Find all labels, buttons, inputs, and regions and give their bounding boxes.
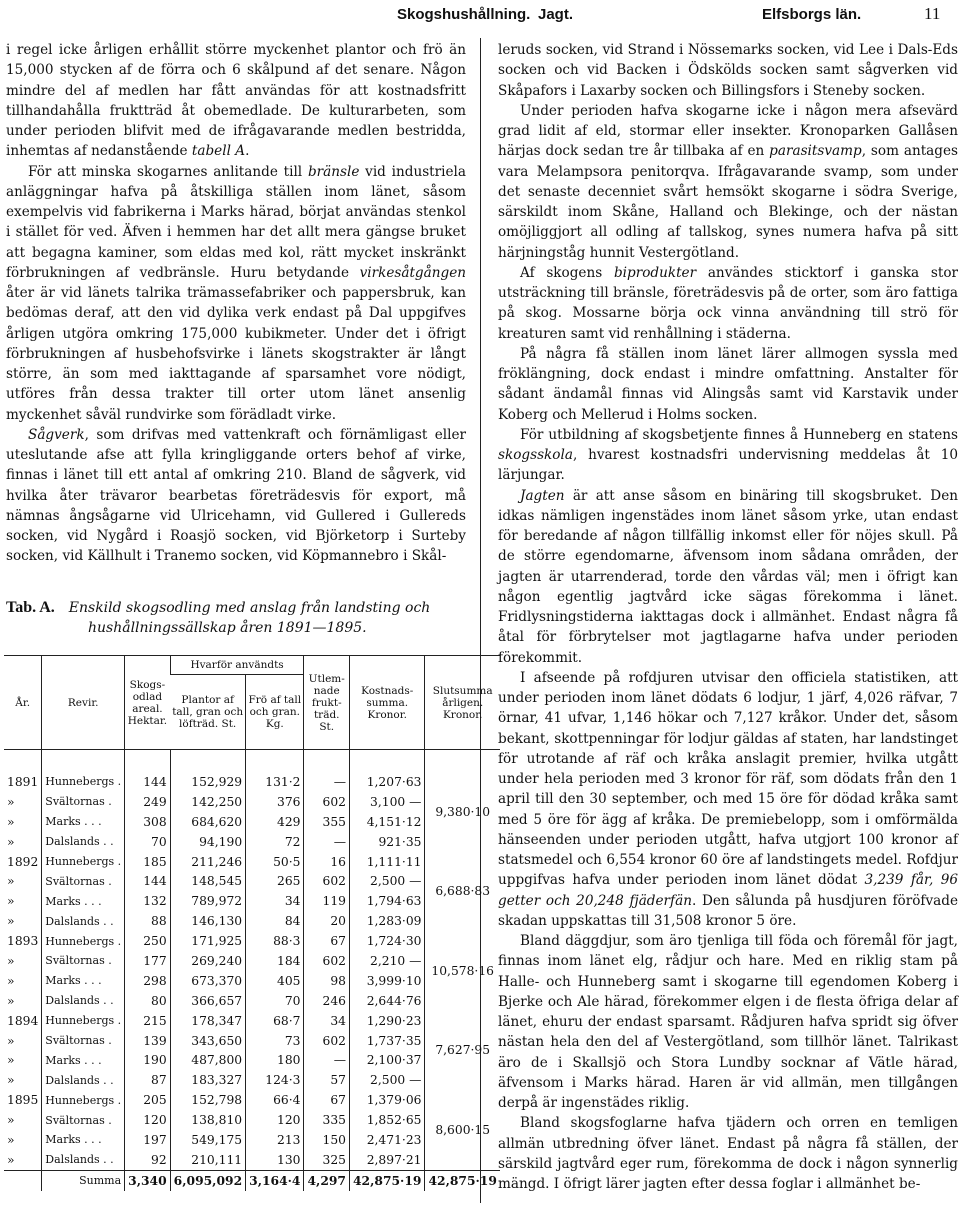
cell-cost: 2,644·76 <box>350 991 425 1011</box>
cell-seed: 405 <box>246 971 304 991</box>
cell-year: » <box>7 993 15 1008</box>
cell-area: 197 <box>125 1130 171 1150</box>
cell-fruit: 150 <box>304 1130 350 1150</box>
cell-fruit: 602 <box>304 1031 350 1051</box>
table-body <box>4 750 500 1191</box>
cell-year: » <box>7 1113 15 1128</box>
table-row <box>4 852 500 872</box>
cell-total: 42,875·19 <box>425 1170 500 1190</box>
cell-plants: 269,240 <box>170 951 245 971</box>
cell-plants: 211,246 <box>170 852 245 872</box>
paragraph: För utbildning af skogsbetjente finnes å Hunneberg en statens skogsskola, hvarest kostnadsfri undervisning meddelas åt 10 lärjungar. <box>498 426 958 484</box>
cell-area: 215 <box>125 1011 171 1031</box>
paragraph: i regel icke årligen erhållit större myckenhet plantor och frö än 15,000 stycken af de förra och 6 skålpund af det senare. Någon mindre del af medlen har fått användas för att kostnadsfritt tillhandahålla fruktträd åt obemedlade. De kulturarbeten, som under perioden blifvit med de ifrågavarande medlen bestridda, inhemtas af nedanstående tabell A. <box>6 42 466 160</box>
cell-year: 1894 <box>7 1013 39 1028</box>
cell-plants: 152,798 <box>170 1090 245 1110</box>
cell-year-total: 6,688·83 <box>425 852 500 932</box>
cell-seed: 50·5 <box>246 852 304 872</box>
cell-area: 132 <box>125 891 171 911</box>
cell-year: » <box>7 1132 15 1147</box>
cell-seed: 34 <box>246 891 304 911</box>
cell-district: Dalslands . . <box>42 991 125 1011</box>
cell-district: Marks . . . <box>42 1050 125 1070</box>
forestry-table <box>4 655 500 1191</box>
cell-year: » <box>7 814 15 829</box>
cell-area: 177 <box>125 951 171 971</box>
cell-fruit: 16 <box>304 852 350 872</box>
cell-seed: 84 <box>246 911 304 931</box>
cell-district: Dalslands . . <box>42 1070 125 1090</box>
cell-seed: 376 <box>246 792 304 812</box>
cell-plants: 148,545 <box>170 871 245 891</box>
cell-seed: 180 <box>246 1050 304 1070</box>
cell-seed: 131·2 <box>246 772 304 792</box>
cell-cost: 1,379·06 <box>350 1090 425 1110</box>
cell-area: 88 <box>125 911 171 931</box>
col-group: Hvarför användts <box>170 656 304 675</box>
cell-cost: 1,283·09 <box>350 911 425 931</box>
cell-area: 249 <box>125 792 171 812</box>
cell-plants: 142,250 <box>170 792 245 812</box>
cell-district: Marks . . . <box>42 812 125 832</box>
cell-plants: 138,810 <box>170 1110 245 1130</box>
cell-fruit: 67 <box>304 931 350 951</box>
cell-area: 190 <box>125 1050 171 1070</box>
left-column <box>6 40 466 567</box>
cell-cost: 921·35 <box>350 832 425 852</box>
cell-plants: 94,190 <box>170 832 245 852</box>
cell-seed: 68·7 <box>246 1011 304 1031</box>
cell-district: Svältornas . <box>42 951 125 971</box>
col-year: År. <box>4 656 42 750</box>
cell-fruit: 335 <box>304 1110 350 1130</box>
cell-area: 205 <box>125 1090 171 1110</box>
table-label: Tab. A. <box>6 599 55 616</box>
cell-plants: 171,925 <box>170 931 245 951</box>
table-row <box>4 931 500 951</box>
cell-cost: 1,737·35 <box>350 1031 425 1051</box>
cell-cost: 4,151·12 <box>350 812 425 832</box>
col-seed: Frö af tall och gran. Kg. <box>246 675 304 750</box>
cell-seed: 429 <box>246 812 304 832</box>
cell-fruit: 20 <box>304 911 350 931</box>
col-cost: Kostnads-summa. Kronor. <box>350 656 425 750</box>
cell-area: 298 <box>125 971 171 991</box>
cell-seed: 72 <box>246 832 304 852</box>
cell-cost: 42,875·19 <box>350 1170 425 1190</box>
cell-fruit: 34 <box>304 1011 350 1031</box>
cell-area: 87 <box>125 1070 171 1090</box>
cell-cost: 1,207·63 <box>350 772 425 792</box>
cell-fruit: — <box>304 832 350 852</box>
cell-plants: 673,370 <box>170 971 245 991</box>
paragraph: Jagten är att anse såsom en binäring till skogsbruket. Den idkas nämligen ingenstädes inom länet såsom yrke, utan endast för beredande af någon tillfällig inkomst eller för nöjes skull. På de större egendomarne, äfvensom inom sådana områden, der jagten är utarrenderad, torde den vårdas väl; men i öfrigt kan någon egentlig jagtvård icke sägas förekomma i länet. Fridlysningstiderna iakttagas dock i allmänhet. Endast några få åtal för förbrytelser mot jagtlagarne hafva under perioden förekommit. <box>498 487 958 666</box>
cell-fruit: 57 <box>304 1070 350 1090</box>
cell-seed: 213 <box>246 1130 304 1150</box>
header-section: Skogshushållning. <box>397 6 531 23</box>
cell-year: » <box>7 874 15 889</box>
cell-district: Svältornas . <box>42 1110 125 1130</box>
cell-plants: 210,111 <box>170 1150 245 1170</box>
cell-area: 139 <box>125 1031 171 1051</box>
cell-district: Marks . . . <box>42 891 125 911</box>
header-subsection: Jagt. <box>538 6 574 23</box>
cell-cost: 2,500 — <box>350 1070 425 1090</box>
header-region: Elfsborgs län. <box>762 6 862 23</box>
cell-district: Hunnebergs . <box>42 1011 125 1031</box>
cell-cost: 2,500 — <box>350 871 425 891</box>
cell-plants: 178,347 <box>170 1011 245 1031</box>
cell-cost: 1,724·30 <box>350 931 425 951</box>
cell-district: Hunnebergs . <box>42 772 125 792</box>
cell-plants: 146,130 <box>170 911 245 931</box>
cell-year: » <box>7 914 15 929</box>
cell-seed: 3,164·4 <box>246 1170 304 1190</box>
cell-year: » <box>7 1033 15 1048</box>
running-header <box>0 2 960 30</box>
cell-fruit: 602 <box>304 951 350 971</box>
cell-year-total: 9,380·10 <box>425 772 500 852</box>
cell-district: Summa <box>42 1170 125 1190</box>
cell-seed: 265 <box>246 871 304 891</box>
cell-seed: 70 <box>246 991 304 1011</box>
cell-cost: 1,111·11 <box>350 852 425 872</box>
col-district: Revir. <box>42 656 125 750</box>
cell-plants: 343,650 <box>170 1031 245 1051</box>
cell-area: 70 <box>125 832 171 852</box>
cell-plants: 789,972 <box>170 891 245 911</box>
paragraph: Af skogens biprodukter användes sticktorf i ganska stor utsträckning till bränsle, företrädesvis på de orter, som äro fattiga på skog. Mossarne börja ock vinna användning till strö för kreaturen samt vid renhållning i städerna. <box>498 264 959 342</box>
cell-plants: 684,620 <box>170 812 245 832</box>
cell-area: 185 <box>125 852 171 872</box>
cell-fruit: 98 <box>304 971 350 991</box>
cell-year: » <box>7 894 15 909</box>
cell-district: Marks . . . <box>42 1130 125 1150</box>
cell-seed: 130 <box>246 1150 304 1170</box>
cell-plants: 549,175 <box>170 1130 245 1150</box>
cell-year: » <box>7 973 15 988</box>
cell-district: Svältornas . <box>42 871 125 891</box>
cell-cost: 2,100·37 <box>350 1050 425 1070</box>
cell-fruit: 67 <box>304 1090 350 1110</box>
cell-plants: 366,657 <box>170 991 245 1011</box>
cell-plants: 183,327 <box>170 1070 245 1090</box>
cell-year: » <box>7 1073 15 1088</box>
cell-year: » <box>7 1152 15 1167</box>
cell-area: 120 <box>125 1110 171 1130</box>
cell-fruit: — <box>304 1050 350 1070</box>
sum-row <box>4 1170 500 1190</box>
col-fruit: Utlem-nade frukt-träd. St. <box>304 656 350 750</box>
cell-area: 308 <box>125 812 171 832</box>
cell-district: Hunnebergs . <box>42 1090 125 1110</box>
paragraph: Bland skogsfoglarne hafva tjädern och orren en temligen allmän utbredning öfver länet. Endast på några få ställen, der särskild jagtvård eger rum, förekomma de dock i någon synnerlig mängd. I öfrigt lärer jagten efter dessa foglar i allmänhet be- <box>498 1115 958 1192</box>
cell-district: Hunnebergs . <box>42 931 125 951</box>
cell-year: 1891 <box>7 774 39 789</box>
cell-fruit: 602 <box>304 792 350 812</box>
cell-fruit: 4,297 <box>304 1170 350 1190</box>
col-plants: Plantor af tall, gran och löfträd. St. <box>170 675 245 750</box>
cell-area: 250 <box>125 931 171 951</box>
cell-seed: 124·3 <box>246 1070 304 1090</box>
cell-district: Marks . . . <box>42 971 125 991</box>
cell-year: » <box>7 1053 15 1068</box>
table-title-line1: Enskild skogsodling med anslag från landsting och <box>68 600 431 616</box>
table-row <box>4 1011 500 1031</box>
cell-seed: 120 <box>246 1110 304 1130</box>
cell-area: 3,340 <box>125 1170 171 1190</box>
col-total: Slutsumma årligen. Kronor. <box>425 656 500 750</box>
cell-year: 1893 <box>7 934 39 949</box>
paragraph: Bland däggdjur, som äro tjenliga till föda och föremål för jagt, finnas inom länet elg, rådjur och hare. Med en riklig stam på Halle- och Hunneberg samt i skogarne till egendomen Koberg i Bjerke och Ale härad, förekommer elgen i de flesta öfriga delar af länet, ehuru der endast sparsamt. Rådjuren hafva spridt sig öfver nästan hela den del af Vestergötland, som tillhör länet. Talrikast äro de i Skallsjö och Stora Lundby socknar af Vätle härad, äfvensom i Marks härad. Haren är vid allmän, men tillgången derpå är ingenstädes riklig. <box>498 933 958 1111</box>
right-column <box>498 40 958 1194</box>
cell-seed: 88·3 <box>246 931 304 951</box>
table-title <box>6 598 468 638</box>
cell-cost: 2,897·21 <box>350 1150 425 1170</box>
col-area: Skogs-odlad areal. Hektar. <box>125 656 171 750</box>
cell-seed: 73 <box>246 1031 304 1051</box>
cell-year: » <box>7 794 15 809</box>
cell-district: Dalslands . . <box>42 911 125 931</box>
cell-area: 144 <box>125 772 171 792</box>
cell-district: Dalslands . . <box>42 1150 125 1170</box>
cell-fruit: — <box>304 772 350 792</box>
cell-fruit: 246 <box>304 991 350 1011</box>
cell-district: Svältornas . <box>42 1031 125 1051</box>
cell-plants: 6,095,092 <box>170 1170 245 1190</box>
cell-cost: 1,794·63 <box>350 891 425 911</box>
cell-year-total: 8,600·15 <box>425 1090 500 1170</box>
table-row <box>4 1090 500 1110</box>
paragraph: För att minska skogarnes anlitande till bränsle vid industriela anläggningar hafva på åtskilliga ställen inom länet, såsom exempelvis vid fabrikerna i Marks härad, börjat användas stenkol i stället för ved. Äfven i hemmen har det allt mera gängse bruket att begagna kaminer, som eldas med kol, rätt mycket inskränkt förbrukningen af vedbränsle. Huru betydande virkesåtgången åter är vid länets talrika trämassefabriker och pappersbruk, kan bedömas deraf, att den vid dylika verk endast på Dal uppgifves årligen utgöra omkring 175,000 kubikmeter. Under det i öfrigt förbrukningen af husbehofsvirke i länets skogstrakter är långt större, än som med iakttagande af sparsamhet vore nödigt, utföres från dessa trakter till orter utom länet ansenlig myckenhet såväl rundvirke som förädladt virke. <box>6 163 466 423</box>
cell-year: 1895 <box>7 1093 39 1108</box>
cell-seed: 184 <box>246 951 304 971</box>
cell-area: 92 <box>125 1150 171 1170</box>
cell-area: 144 <box>125 871 171 891</box>
cell-cost: 3,999·10 <box>350 971 425 991</box>
cell-plants: 487,800 <box>170 1050 245 1070</box>
cell-year-total: 7,627·95 <box>425 1011 500 1091</box>
cell-year: 1892 <box>7 854 39 869</box>
cell-fruit: 325 <box>304 1150 350 1170</box>
paragraph: Under perioden hafva skogarne icke i någon mera afsevärd grad lidit af eld, stormar eller insekter. Kronoparken Gallåsen härjas dock sedan tre år tillbaka af en parasitsvamp, som antages vara Melampsora penitorqva. Ifrågavarande svamp, som under det senaste decenniet svårt hemsökt skogarne i södra Sverige, särskildt inom Skåne, Halland och Blekinge, och der nästan omöjliggjort all odling af tallskog, synes numera hafva på sitt härjningståg hunnit Vestergötland. <box>498 102 958 261</box>
cell-district: Svältornas . <box>42 792 125 812</box>
cell-fruit: 119 <box>304 891 350 911</box>
table-row <box>4 772 500 792</box>
cell-cost: 2,210 — <box>350 951 425 971</box>
cell-cost: 1,290·23 <box>350 1011 425 1031</box>
cell-year-total: 10,578·16 <box>425 931 500 1011</box>
paragraph: I afseende på rofdjuren utvisar den officiela statistiken, att under perioden inom länet dödats 6 lodjur, 1 järf, 4,026 räfvar, 7 örnar, 41 ufvar, 1,146 hökar och 7,127 kråkor. Under det, såsom bekant, skottpenningar för lodjur gäldas af staten, har landstinget för utrotande af räf och kråka anslagit premier, hvilka utgått under hela perioden med 3 kronor för räf, som dödats från den 1 april till den 30 september, och med 15 öre för dödad kråka samt med 5 öre för ägg af kråka. De premiebelopp, som i omförmälda hänseenden under perioden utgått, hafva utgjort 100 kronor af statsmedel och 6,554 kronor 60 öre af landstingets medel. Rofdjur uppgifvas hafva under perioden inom länet dödat 3,239 får, 96 getter och 20,248 fjäderfän. Den sålunda på husdjuren föröfvade skadan uppskattas till 31,508 kronor 5 öre. <box>498 669 958 929</box>
cell-cost: 2,471·23 <box>350 1130 425 1150</box>
table-title-line2: hushållningssällskap åren 1891—1895. <box>88 620 367 636</box>
cell-district: Dalslands . . <box>42 832 125 852</box>
cell-seed: 66·4 <box>246 1090 304 1110</box>
cell-district: Hunnebergs . <box>42 852 125 872</box>
paragraph: Sågverk, som drifvas med vattenkraft och förnämligast eller uteslutande afse att fylla kringliggande orters behof af virke, finnas i länet till ett antal af omkring 210. Bland de sågverk, vid hvilka åter trävaror bearbetas företrädesvis för export, må nämnas ångsågarne vid Ulricehamn, vid Gullered i Gullereds socken, vid Nygård i Roasjö socken, vid Björketorp i Surteby socken, vid Källhult i Tranemo socken, vid Köpmannebro i Skål- <box>6 426 466 565</box>
cell-cost: 1,852·65 <box>350 1110 425 1130</box>
cell-year: » <box>7 953 15 968</box>
cell-cost: 3,100 — <box>350 792 425 812</box>
cell-plants: 152,929 <box>170 772 245 792</box>
cell-fruit: 355 <box>304 812 350 832</box>
paragraph: På några få ställen inom länet lärer allmogen syssla med fröklängning, dock endast i mindre omfattning. Anstalter för sådant ändamål finnas vid Alingsås samt vid Karstavik under Koberg och Mellerud i Holms socken. <box>498 345 958 423</box>
paragraph: leruds socken, vid Strand i Nössemarks socken, vid Lee i Dals-Eds socken och vid Backen i Ödskölds socken samt sågverken vid Skåpafors i Laxarby socken och Billingsfors i Steneby socken. <box>498 42 958 99</box>
page-number: 11 <box>924 4 941 23</box>
cell-year <box>4 1170 42 1190</box>
cell-fruit: 602 <box>304 871 350 891</box>
cell-year: » <box>7 834 15 849</box>
cell-area: 80 <box>125 991 171 1011</box>
